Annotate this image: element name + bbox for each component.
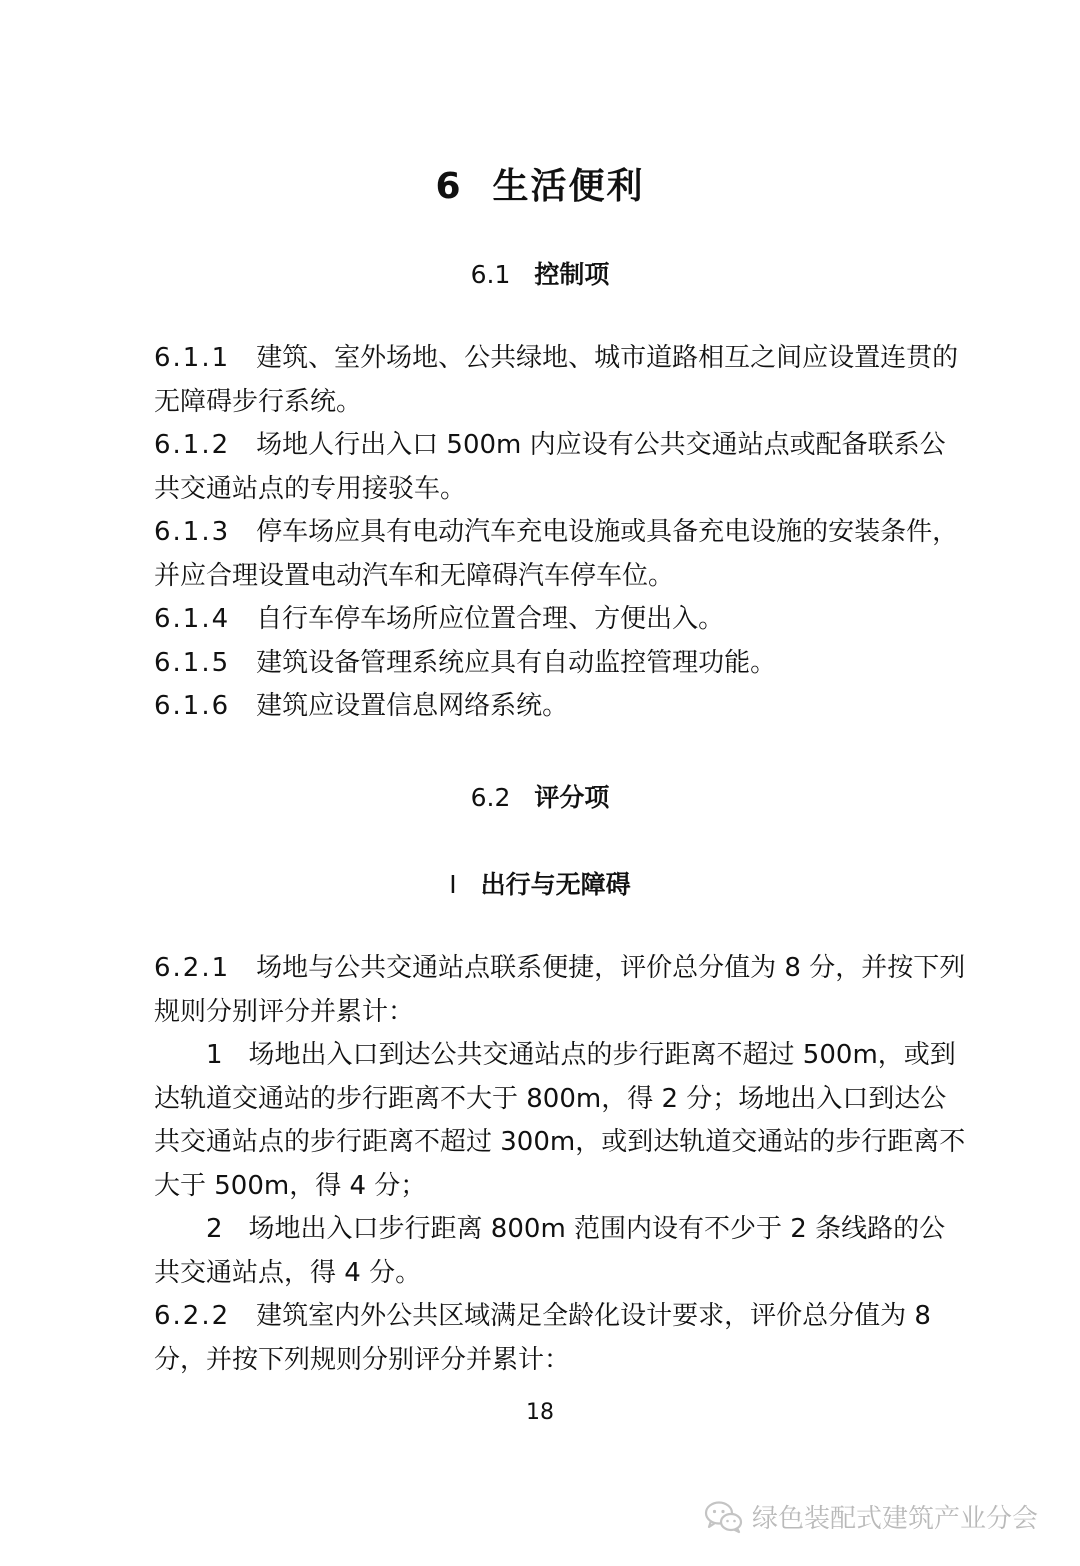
clause-6-1-5 — [154, 642, 968, 686]
watermark-text: 绿色装配式建筑产业分会 — [752, 1504, 1039, 1534]
page-number: 18 — [526, 1400, 554, 1425]
clause-6-1-6 — [154, 685, 968, 729]
item-number: 1 — [206, 1040, 223, 1070]
subsection-title-text: 出行与无障碍 — [480, 870, 631, 899]
clause-6-2-1-item-1 — [154, 1034, 968, 1208]
section-title-6-1 — [0, 255, 1080, 291]
item-text: 场地出入口步行距离 800m 范围内设有不少于 2 条线路的公共交通站点，得 4 分。 — [154, 1214, 946, 1288]
clause-text: 建筑室内外公共区域满足全龄化设计要求，评价总分值为 8 分，并按下列规则分别评分并累计： — [154, 1301, 931, 1375]
item-number: 2 — [206, 1214, 223, 1244]
clause-number: 6.1.6 — [154, 691, 231, 721]
clause-number: 6.1.3 — [154, 517, 231, 547]
clause-text: 场地人行出入口 500m 内应设有公共交通站点或配备联系公共交通站点的专用接驳车。 — [154, 430, 946, 504]
section-title-6-2 — [0, 778, 1080, 814]
chapter-title — [0, 158, 1080, 209]
section-title-text: 控制项 — [534, 260, 610, 289]
control-items-block — [154, 337, 968, 729]
item-text: 场地出入口到达公共交通站点的步行距离不超过 500m，或到达轨道交通站的步行距离不大于 800m，得 2 分；场地出入口到达公共交通站点的步行距离不超过 300m，或到达轨道交通站的步行距离不大于 500m，得 4 分； — [154, 1040, 966, 1201]
clause-text: 建筑应设置信息网络系统。 — [256, 691, 569, 721]
clause-6-1-3 — [154, 511, 968, 598]
clause-text: 停车场应具有电动汽车充电设施或具备充电设施的安装条件，并应合理设置电动汽车和无障碍汽车停车位。 — [154, 517, 959, 591]
wechat-icon — [704, 1500, 744, 1534]
clause-text: 场地与公共交通站点联系便捷，评价总分值为 8 分，并按下列规则分别评分并累计： — [154, 953, 966, 1027]
section-number: 6.2 — [470, 783, 511, 812]
clause-number: 6.1.1 — [154, 343, 231, 373]
section-title-text: 评分项 — [534, 783, 610, 812]
section-number: 6.1 — [470, 260, 511, 289]
clause-number: 6.2.2 — [154, 1301, 231, 1331]
watermark — [704, 1498, 1038, 1535]
clause-6-1-1 — [154, 337, 968, 424]
clause-number: 6.1.5 — [154, 647, 231, 678]
chapter-title-text: 生活便利 — [492, 166, 645, 207]
chapter-number: 6 — [435, 166, 463, 207]
clause-text: 自行车停车场所应位置合理、方便出入。 — [256, 604, 725, 634]
clause-number: 6.1.2 — [154, 430, 231, 460]
clause-6-2-1 — [154, 947, 968, 1034]
clause-6-1-4 — [154, 598, 968, 642]
clause-6-2-2 — [154, 1295, 968, 1382]
subsection-title — [0, 865, 1080, 901]
scoring-items-block — [154, 947, 968, 1382]
clause-text: 建筑设备管理系统应具有自动监控管理功能。 — [256, 647, 777, 678]
subsection-number: Ⅰ — [449, 870, 457, 899]
clause-text: 建筑、室外场地、公共绿地、城市道路相互之间应设置连贯的无障碍步行系统。 — [154, 343, 959, 417]
clause-number: 6.1.4 — [154, 604, 231, 634]
clause-6-1-2 — [154, 424, 968, 511]
clause-number: 6.2.1 — [154, 953, 231, 983]
clause-6-2-1-item-2 — [154, 1208, 968, 1295]
